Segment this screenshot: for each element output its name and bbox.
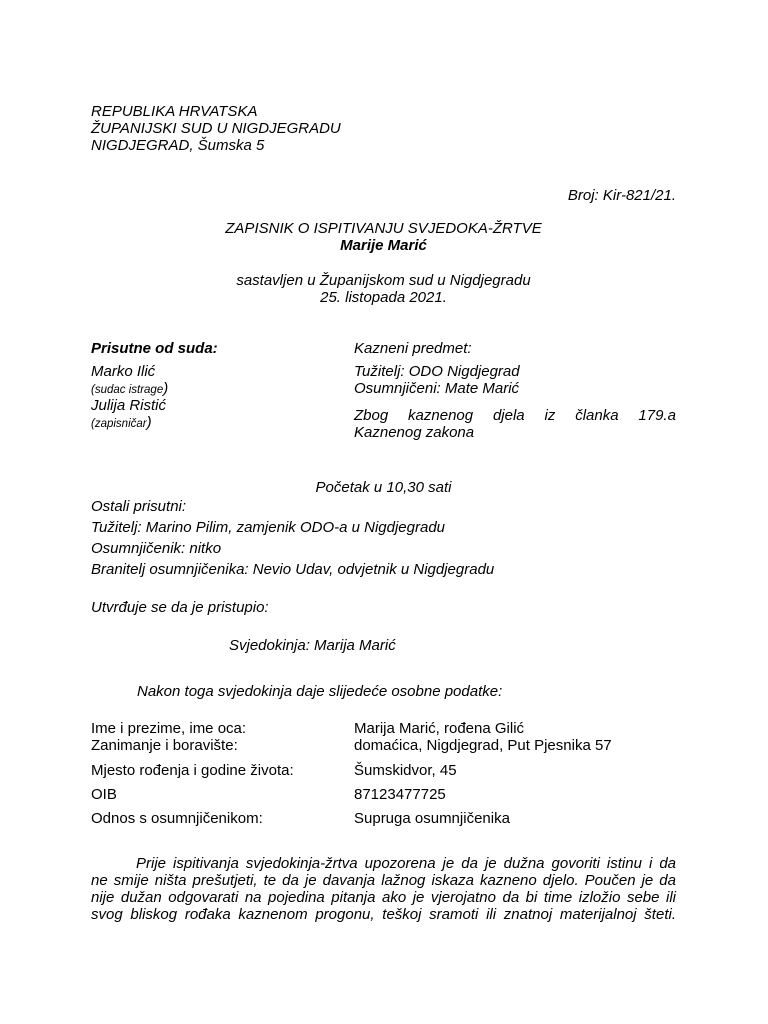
data-label: Ime i prezime, ime oca: — [91, 720, 247, 737]
compiled-location: sastavljen u Županijskom sud u Nigdjegradu — [236, 272, 531, 289]
data-value: Šumskidvor, 45 — [354, 762, 457, 779]
data-row — [91, 737, 676, 754]
header-address: NIGDJEGRAD, Šumska 5 — [91, 137, 265, 154]
others-prosecutor: Tužitelj: Marino Pilim, zamjenik ODO-a u Nigdjegradu — [91, 519, 446, 536]
warning-paragraph — [91, 855, 676, 923]
charge-word: 179.a — [638, 407, 676, 424]
document-title-block — [91, 220, 676, 254]
data-row — [91, 720, 676, 737]
clerk-role-text: (zapisničar — [91, 418, 147, 430]
compiled-info — [91, 272, 676, 306]
witness-name: Svjedokinja: Marija Marić — [229, 637, 396, 654]
judge-role — [91, 380, 331, 397]
data-row — [91, 762, 676, 779]
data-value: Marija Marić, rođena Gilić — [354, 720, 525, 737]
data-value: 87123477725 — [354, 786, 446, 803]
document-date: 25. listopada 2021. — [320, 289, 447, 306]
subject-name: Marije Marić — [340, 237, 427, 254]
charge-law: Kaznenog zakona — [354, 424, 475, 441]
case-number: Broj: Kir-821/21. — [567, 187, 676, 204]
charge-word: djela — [492, 407, 525, 424]
clerk-name: Julija Ristić — [91, 397, 167, 414]
warning-line: nije dužan odgovarati na pojedina pitanja ako je vjerojatno da bi time izložio sebe ili — [91, 889, 676, 906]
court-header — [91, 103, 491, 154]
data-label: Zanimanje i boravište: — [91, 737, 238, 754]
court-present-heading: Prisutne od suda: — [91, 340, 218, 357]
case-suspect: Osumnjičeni: Mate Marić — [354, 380, 520, 397]
start-time: Početak u 10,30 sati — [315, 479, 452, 496]
data-row — [91, 810, 676, 827]
criminal-case-heading: Kazneni predmet: — [354, 340, 472, 357]
data-label: OIB — [91, 786, 117, 803]
judge-role-text: (sudac istrage — [91, 384, 164, 396]
charge-line — [354, 407, 676, 424]
others-present-section — [91, 498, 691, 582]
others-defender: Branitelj osumnjičenika: Nevio Udav, odvjetnik u Nigdjegradu — [91, 561, 495, 578]
others-heading: Ostali prisutni: — [91, 498, 187, 515]
header-country: REPUBLIKA HRVATSKA — [91, 103, 258, 120]
judge-name: Marko Ilić — [91, 363, 156, 380]
others-suspect: Osumnjičenik: nitko — [91, 540, 222, 557]
judge-role-close: ) — [163, 380, 169, 397]
data-value: domaćica, Nigdjegrad, Put Pjesnika 57 — [354, 737, 612, 754]
warning-line: ne smije ništa prešutjeti, te da je davanja lažnog iskaza kazneno djelo. Poučen je da — [91, 872, 676, 889]
charge-word: Zbog — [354, 407, 389, 424]
clerk-role-close: ) — [146, 414, 152, 431]
personal-data-table — [91, 720, 676, 827]
personal-data-intro: Nakon toga svjedokinja daje slijedeće osobne podatke: — [137, 683, 503, 700]
data-label: Mjesto rođenja i godine života: — [91, 762, 294, 779]
criminal-case-section — [354, 340, 676, 441]
document-title: ZAPISNIK O ISPITIVANJU SVJEDOKA-ŽRTVE — [225, 220, 542, 237]
data-label: Odnos s osumnjičenikom: — [91, 810, 263, 827]
charge-word: članka — [575, 407, 619, 424]
data-row — [91, 786, 676, 803]
warning-line: svog bliskog rođaka kaznenom progonu, teškoj sramoti ili znatnoj materijalnoj šteti. — [91, 906, 676, 923]
charge-word: kaznenog — [408, 407, 474, 424]
charge-word: iz — [544, 407, 556, 424]
warning-line: Prije ispitivanja svjedokinja-žrtva upozorena je da je dužna govoriti istinu i da — [136, 855, 676, 872]
established-statement: Utvrđuje se da je pristupio: — [91, 599, 269, 616]
header-court: ŽUPANIJSKI SUD U NIGDJEGRADU — [91, 120, 341, 137]
case-prosecutor: Tužitelj: ODO Nigdjegrad — [354, 363, 520, 380]
court-present-section — [91, 340, 331, 431]
data-value: Supruga osumnjičenika — [354, 810, 510, 827]
clerk-role — [91, 414, 331, 431]
